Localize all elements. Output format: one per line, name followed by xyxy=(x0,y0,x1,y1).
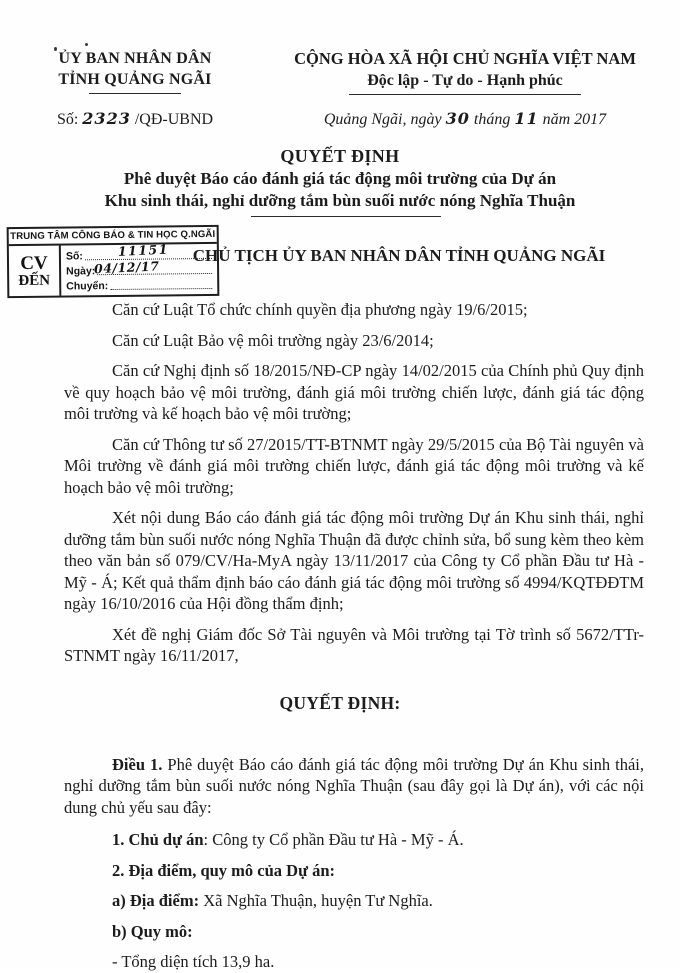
scan-speck xyxy=(54,47,57,51)
article-item-dash: - Tổng diện tích 13,9 ha. xyxy=(112,952,275,971)
preamble-paragraph: Căn cứ Nghị định số 18/2015/NĐ-CP ngày 14/02/2015 của Chính phủ Quy định về quy hoạch bảo vệ môi trường, đánh giá môi trường chiến lược, đánh giá tác động môi trường và kế hoạch bảo vệ môi trường; xyxy=(64,361,644,423)
stamp-cv-text: CV xyxy=(20,252,48,274)
number-handwritten: 2323 xyxy=(82,109,131,128)
item-1-text: : Công ty Cổ phần Đầu tư Hà - Mỹ - Á. xyxy=(203,830,464,849)
number-suffix: /QĐ-UBND xyxy=(134,111,214,128)
document-title xyxy=(0,145,680,217)
article-1-text: Phê duyệt Báo cáo đánh giá tác động môi trường Dự án Khu sinh thái, nghỉ dưỡng tắm bùn suối nước nóng Nghĩa Thuận (sau đây gọi là Dự án), với các nội dung chủ yếu sau đây: xyxy=(64,754,645,817)
stamp-ngay-row xyxy=(66,258,213,278)
day-handwritten: 30 xyxy=(445,109,470,128)
date-word-month: tháng xyxy=(473,111,511,128)
republic-header xyxy=(270,48,660,95)
document-header xyxy=(0,0,680,95)
stamp-body xyxy=(9,241,218,296)
republic-line: CỘNG HÒA XÃ HỘI CHỦ NGHĨA VIỆT NAM xyxy=(294,49,636,68)
preamble-section xyxy=(0,299,680,667)
stamp-so-label: Số: xyxy=(65,250,83,263)
title-underline xyxy=(251,216,441,217)
article-item-2 xyxy=(64,860,644,882)
stamp-chuyen-row xyxy=(66,276,213,293)
stamp-header-text: TRUNG TÂM CÔNG BÁO & TIN HỌC Q.NGÃI xyxy=(9,227,217,246)
item-b-label: b) Quy mô: xyxy=(112,921,193,941)
stamp-so-handwritten: 11151 xyxy=(117,241,170,259)
stamp-cv-den-cell xyxy=(9,246,62,297)
number-date-row xyxy=(0,109,680,129)
motto-line: Độc lập - Tự do - Hạnh phúc xyxy=(367,72,563,89)
preamble-paragraph: Căn cứ Luật Bảo vệ môi trường ngày 23/6/2014; xyxy=(112,330,434,350)
article-item-1 xyxy=(64,829,644,851)
preamble-paragraph: Xét nội dung Báo cáo đánh giá tác động môi trường Dự án Khu sinh thái, nghỉ dưỡng tắm bùn suối nước nóng Nghĩa Thuận đã được chỉnh sửa, bổ sung kèm theo kèm theo văn bản số 079/CV/Ha-MyA ngày 13/11/2017 của Công ty Cổ phần Đầu tư Hà - Mỹ - Á; Kết quả thẩm định báo cáo đánh giá tác động môi trường số 4994/KQTĐĐTM ngày 16/10/2016 của Hội đồng thẩm định; xyxy=(64,508,644,613)
authority-line2: TỈNH QUẢNG NGÃI xyxy=(58,71,212,88)
date-prefix: Quảng Ngãi, ngày xyxy=(323,111,442,128)
stamp-ngay-label: Ngày: xyxy=(66,265,96,278)
item-2-label: 2. Địa điểm, quy mô của Dự án: xyxy=(112,860,336,880)
item-a-text: Xã Nghĩa Thuận, huyện Tư Nghĩa. xyxy=(199,891,433,910)
title-line2: Phê duyệt Báo cáo đánh giá tác động môi trường của Dự án xyxy=(123,169,557,188)
number-label: Số: xyxy=(56,111,79,128)
stamp-chuyen-label: Chuyển: xyxy=(66,280,109,293)
item-1-label: 1. Chủ dự án xyxy=(112,830,204,849)
authority-underline xyxy=(89,93,181,94)
motto-underline xyxy=(349,94,581,95)
authority-line1: ỦY BAN NHÂN DÂN xyxy=(58,50,212,67)
stamp-fields xyxy=(61,241,218,296)
issuing-authority xyxy=(0,48,270,95)
stamp-den-text: ĐẾN xyxy=(18,272,51,289)
title-line3: Khu sinh thái, nghỉ dưỡng tắm bùn suối nước nóng Nghĩa Thuận xyxy=(104,191,576,210)
stamp-ngay-handwritten: 04/12/17 xyxy=(93,258,160,277)
incoming-mail-stamp xyxy=(7,225,220,298)
document-number xyxy=(0,109,270,129)
article-1-label: Điều 1. xyxy=(112,754,163,774)
section-heading: CHỦ TỊCH ỦY BAN NHÂN DÂN TỈNH QUẢNG NGÃI xyxy=(192,246,606,265)
preamble-paragraph: Căn cứ Luật Tổ chức chính quyền địa phương ngày 19/6/2015; xyxy=(112,300,528,319)
preamble-paragraph: Căn cứ Thông tư số 27/2015/TT-BTNMT ngày 29/5/2015 của Bộ Tài nguyên và Môi trường về đánh giá môi trường chiến lược, đánh giá tác động môi trường và kế hoạch bảo vệ môi trường; xyxy=(64,434,644,497)
month-handwritten: 11 xyxy=(514,109,539,128)
stamp-dotted-line xyxy=(110,288,212,290)
article-item-a xyxy=(64,890,644,912)
preamble-paragraph: Xét đề nghị Giám đốc Sở Tài nguyên và Môi trường tại Tờ trình số 5672/TTr-STNMT ngày 16/11/2017, xyxy=(64,624,644,665)
decision-heading: QUYẾT ĐỊNH: xyxy=(279,692,401,713)
scan-speck xyxy=(85,43,88,46)
article-1 xyxy=(0,754,680,973)
article-1-intro xyxy=(64,754,644,819)
date-suffix: năm 2017 xyxy=(542,111,607,128)
title-line1: QUYẾT ĐỊNH xyxy=(280,146,400,166)
item-a-label: a) Địa điểm: xyxy=(112,891,200,910)
place-date-line xyxy=(270,109,660,129)
article-item-b xyxy=(64,921,644,943)
